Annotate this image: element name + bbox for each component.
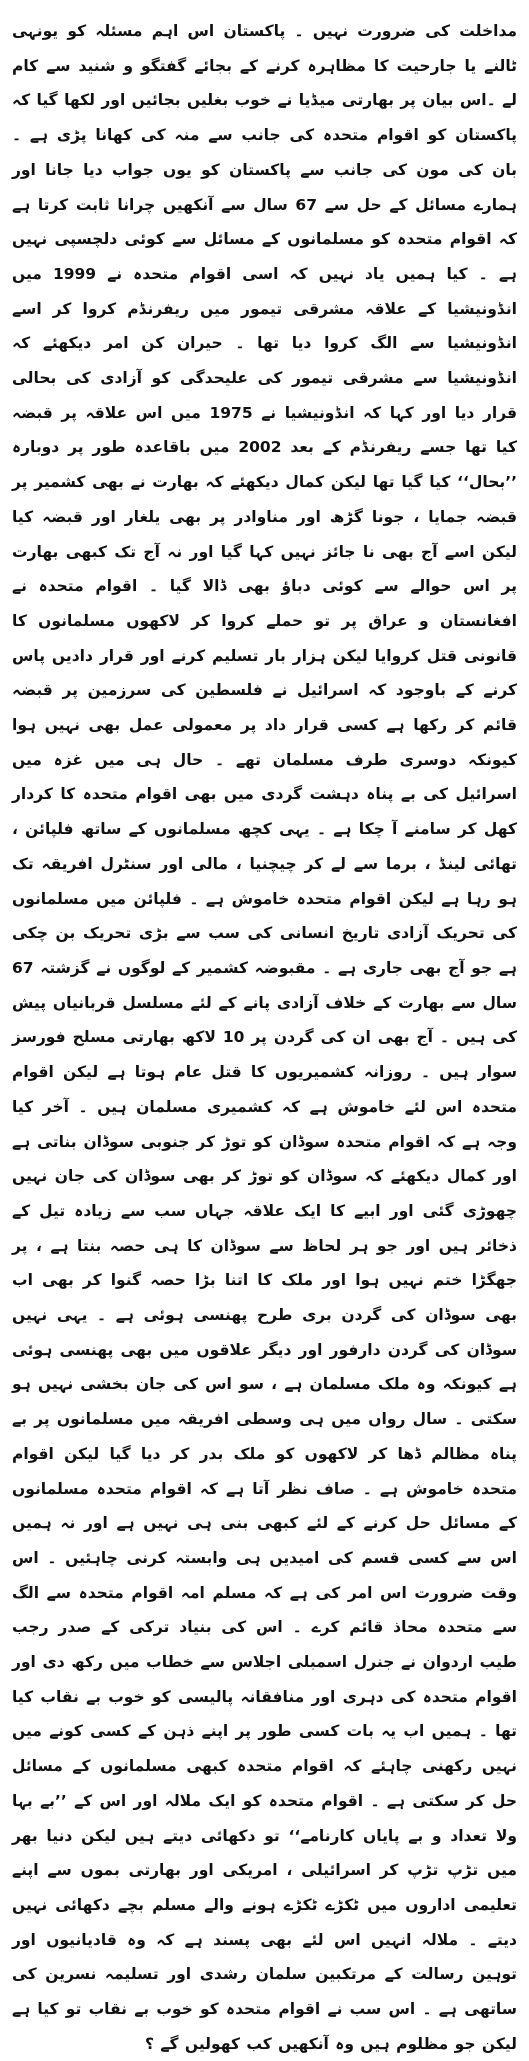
article-body-text: مداخلت کی ضرورت نہیں ۔ پاکستان اس اہم مسئلہ کو یونہی ٹالنے یا جارحیت کا مظاہرہ کرنے کے بجائے گفتگو و شنید سے کام لے ۔اس بیان پر بھارتی میڈیا نے خوب بغلیں بجائیں اور لکھا گیا کہ پاکستان کو اقوام متحدہ کی جانب سے منہ کی کھانا پڑی ہے ۔ بان کی مون کی جانب سے پاکستان کو یوں جواب دیا جانا اور ہمارے مسائل کے حل سے 67 سال سے آنکھیں چرانا ثابت کرتا ہے کہ اقوام متحدہ کو مسلمانوں کے مسائل سے کوئی دلچسپی نہیں ہے ۔ کیا ہمیں یاد نہیں کہ اسی اقوام متحدہ نے 1999 میں انڈونیشیا کے علاقہ مشرقی تیمور میں ریفرنڈم کروا کر اسے انڈونیشیا سے الگ کروا دیا تھا ۔ حیران کن امر دیکھئے کہ انڈونیشیا سے مشرقی تیمور کی علیحدگی کو آزادی کی بحالی قرار دیا اور کہا کہ انڈونیشیا نے 1975 میں اس علاقہ پر قبضہ کیا تھا جسے ریفرنڈم کے بعد 2002 میں باقاعدہ طور پر دوبارہ ’’بحال‘‘ کیا گیا تھا لیکن کمال دیکھئے کہ بھارت نے بھی کشمیر پر قبضہ جمایا ، جونا گڑھ اور مناوادر پر بھی یلغار اور قبضہ کیا لیکن اسے آج بھی نا جائز نہیں کہا گیا اور نہ آج تک کبھی بھارت پر اس حوالے سے کوئی دباؤ بھی ڈالا گیا ۔ اقوام متحدہ نے افغانستان و عراق پر تو حملے کروا کر لاکھوں مسلمانوں کا قانونی قتل کروایا لیکن ہزار بار تسلیم کرنے اور قرار دادیں پاس کرنے کے باوجود کہ اسرائیل نے فلسطین کی سرزمین پر قبضہ قائم کر رکھا ہے کسی قرار داد پر معمولی عمل بھی نہیں ہوا کیونکہ دوسری طرف مسلمان تھے ۔ حال ہی میں غزہ میں اسرائیل کی بے پناہ دہشت گردی میں بھی اقوام متحدہ کا کردار کھل کر سامنے آ چکا ہے ۔ یہی کچھ مسلمانوں کے ساتھ فلپائن ، تھائی لینڈ ، برما سے لے کر چیچنیا ، مالی اور سنٹرل افریقہ تک ہو رہا ہے لیکن اقوام متحدہ خاموش ہے ۔ فلپائن میں مسلمانوں کی تحریک آزادی تاریخ انسانی کی سب سے بڑی تحریک بن چکی ہے جو آج بھی جاری ہے ۔ مقبوضہ کشمیر کے لوگوں نے گزشتہ 67 سال سے بھارت کے خلاف آزادی پانے کے لئے مسلسل قربانیاں پیش کی ہیں ۔ آج بھی ان کی گردن پر 10 لاکھ بھارتی مسلح فورسز سوار ہیں ۔ روزانہ کشمیریوں کا قتل عام ہوتا ہے لیکن اقوام متحدہ اس لئے خاموش ہے کہ کشمیری مسلمان ہیں ۔ آخر کیا وجہ ہے کہ اقوام متحدہ سوڈان کو توڑ کر جنوبی سوڈان بناتی ہے اور کمال دیکھئے کہ سوڈان کو توڑ کر بھی سوڈان کی جان نہیں چھوڑی گئی اور ابیے کا ایک علاقہ جہاں سب سے زیادہ تیل کے ذخائر ہیں اور جو ہر لحاظ سے سوڈان کا ہی حصہ بنتا ہے ، پر جھگڑا ختم نہیں ہوا اور ملک کا اتنا بڑا حصہ گنوا کر بھی اب بھی سوڈان کی گردن بری طرح پھنسی ہوئی ہے ۔ یہی نہیں سوڈان کی گردن دارفور اور دیگر علاقوں میں بھی پھنسی ہوئی ہے کیونکہ وہ ملک مسلمان ہے ، سو اس کی جان بخشی نہیں ہو سکتی ۔ سال رواں میں ہی وسطی افریقہ میں مسلمانوں پر بے پناہ مظالم ڈھا کر لاکھوں کو ملک بدر کر دیا گیا لیکن اقوام متحدہ خاموش ہے ۔ صاف نظر آتا ہے کہ اقوام متحدہ مسلمانوں کے مسائل حل کرنے کے لئے کبھی بنی ہی نہیں ہے اور نہ ہمیں اس سے کسی قسم کی امیدیں ہی وابستہ کرنی چاہئیں ۔ اس وقت ضرورت اس امر کی ہے کہ مسلم امہ اقوام متحدہ سے الگ سے متحدہ محاذ قائم کرے ۔ اس کی بنیاد ترکی کے صدر رجب طیب اردوان نے جنرل اسمبلی اجلاس سے خطاب میں رکھ دی اور اقوام متحدہ کی دہری اور منافقانہ پالیسی کو خوب بے نقاب کیا تھا ۔ ہمیں اب یہ بات کسی طور پر اپنے ذہن کے کسی کونے میں نہیں رکھنی چاہئے کہ اقوام متحدہ کبھی مسلمانوں کے مسائل حل کر سکتی ہے ۔ اقوام متحدہ کو ایک ملالہ اور اس کے ’’بے بہا ولا تعداد و بے پایاں کارنامے‘‘ تو دکھائی دیتے ہیں لیکن دنیا بھر میں تڑپ تڑپ کر اسرائیلی ، امریکی اور بھارتی بموں سے اپنے تعلیمی اداروں میں ٹکڑے ٹکڑے ہونے والے مسلم بچے دکھائی نہیں دیتے ۔ ملالہ انہیں اس لئے بھی پسند ہے کہ وہ قادیانیوں اور توہین رسالت کے مرتکبین سلمان رشدی اور تسلیمہ نسرین کی ساتھی ہے ۔ اس سب نے اقوام متحدہ کو خوب بے نقاب تو کیا ہے لیکن جو مظلوم ہیں وہ آنکھیں کب کھولیں گے ؟ [12, 22, 518, 2053]
